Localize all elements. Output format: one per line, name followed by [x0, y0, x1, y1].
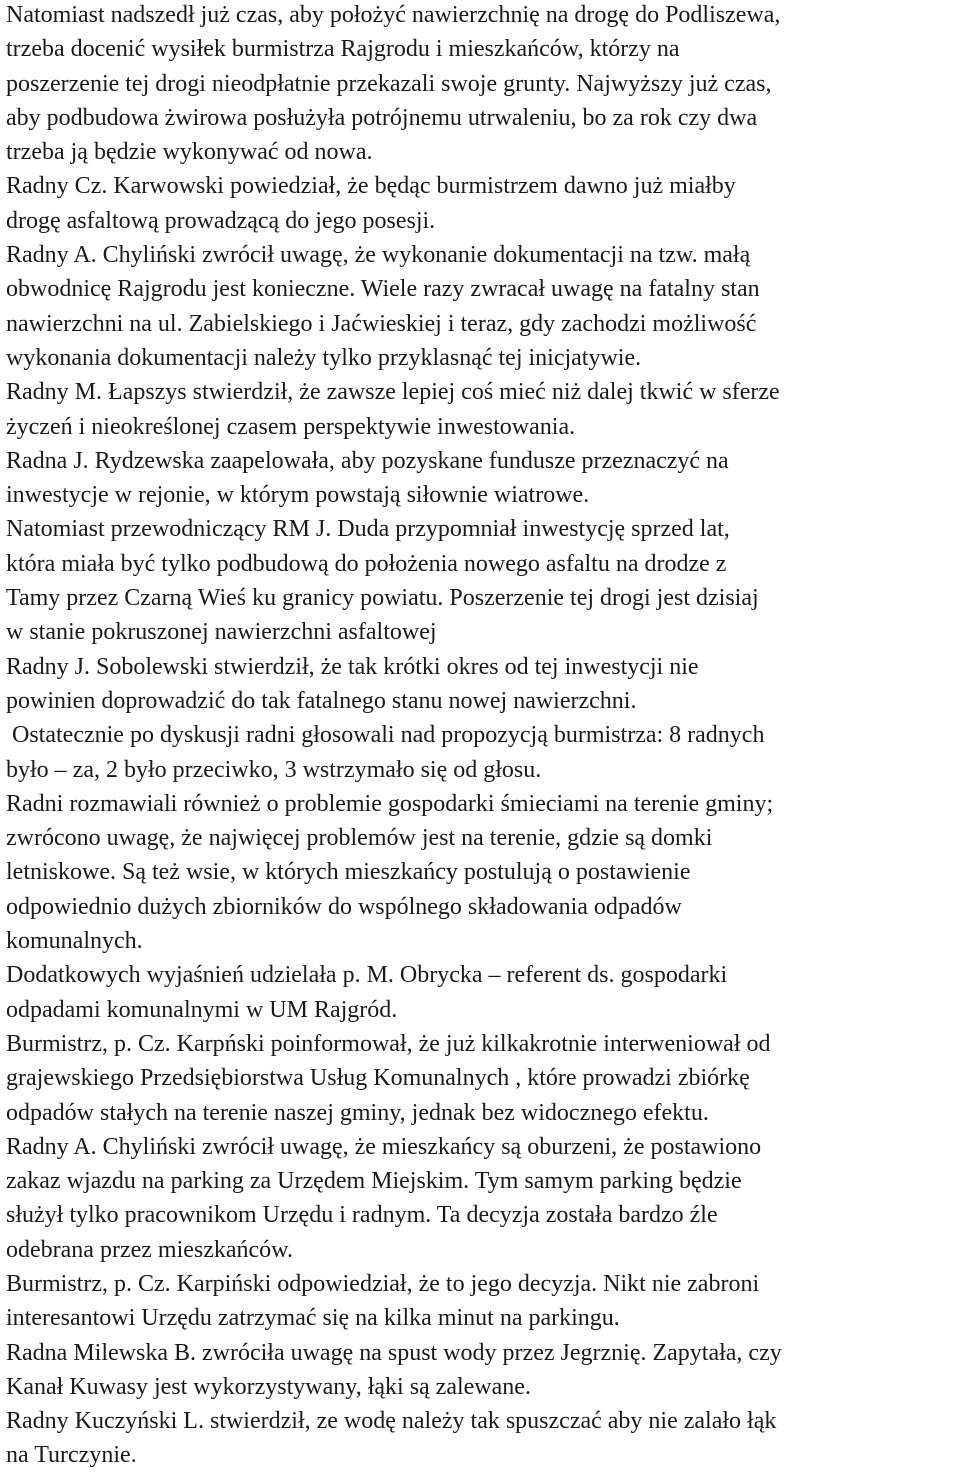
text-line: obwodnicę Rajgrodu jest konieczne. Wiele razy zwracał uwagę na fatalny stan — [6, 276, 760, 303]
document-body — [6, 0, 954, 1473]
text-line: Radna Milewska B. zwróciła uwagę na spust wody przez Jegrznię. Zapytała, czy — [6, 1339, 782, 1366]
text-line: nawierzchni na ul. Zabielskiego i Jaćwieskiej i teraz, gdy zachodzi możliwość — [6, 310, 757, 337]
text-line: wykonania dokumentacji należy tylko przyklasnąć tej inicjatywie. — [6, 344, 642, 371]
text-line: poszerzenie tej drogi nieodpłatnie przekazali swoje grunty. Najwyższy już czas, — [6, 70, 772, 97]
text-line: drogę asfaltową prowadzącą do jego posesji. — [6, 207, 436, 234]
text-line: zakaz wjazdu na parking za Urzędem Miejskim. Tym samym parking będzie — [6, 1168, 742, 1195]
text-line: Radni rozmawiali również o problemie gospodarki śmieciami na terenie gminy; — [6, 790, 774, 817]
text-line: odpowiednio dużych zbiorników do wspólnego składowania odpadów — [6, 893, 682, 920]
text-line: odpadami komunalnymi w UM Rajgród. — [6, 996, 398, 1023]
text-line: zwrócono uwagę, że najwięcej problemów jest na terenie, gdzie są domki — [6, 825, 713, 852]
text-line: w stanie pokruszonej nawierzchni asfaltowej — [6, 619, 437, 646]
text-line: komunalnych. — [6, 928, 143, 955]
text-line: Tamy przez Czarną Wieś ku granicy powiatu. Poszerzenie tej drogi jest dzisiaj — [6, 585, 759, 612]
text-line: Radny A. Chyliński zwrócił uwagę, że wykonanie dokumentacji na tzw. małą — [6, 242, 751, 269]
text-line: odpadów stałych na terenie naszej gminy, jednak bez widocznego efektu. — [6, 1099, 709, 1126]
text-line: Burmistrz, p. Cz. Karpński poinformował, że już kilkakrotnie interweniował od — [6, 1030, 771, 1057]
text-line: Radny Kuczyński L. stwierdził, ze wodę należy tak spuszczać aby nie zalało łąk — [6, 1408, 777, 1435]
text-line: Natomiast przewodniczący RM J. Duda przypomniał inwestycję sprzed lat, — [6, 516, 730, 543]
text-line: Dodatkowych wyjaśnień udzielała p. M. Obrycka – referent ds. gospodarki — [6, 962, 728, 989]
text-line: inwestycje w rejonie, w którym powstają siłownie wiatrowe. — [6, 482, 590, 509]
text-line: trzeba docenić wysiłek burmistrza Rajgrodu i mieszkańców, którzy na — [6, 36, 680, 63]
text-line: na Turczynie. — [6, 1442, 137, 1469]
text-line: Kanał Kuwasy jest wykorzystywany, łąki są zalewane. — [6, 1373, 531, 1400]
text-line: służył tylko pracownikom Urzędu i radnym. Ta decyzja została bardzo źle — [6, 1202, 718, 1229]
text-line: Burmistrz, p. Cz. Karpiński odpowiedział, że to jego decyzja. Nikt nie zabroni — [6, 1270, 760, 1297]
text-line: Natomiast nadszedł już czas, aby położyć nawierzchnię na drogę do Podliszewa, — [6, 2, 781, 28]
text-line: życzeń i nieokreślonej czasem perspektywie inwestowania. — [6, 413, 576, 440]
text-line: Radny M. Łapszys stwierdził, że zawsze lepiej coś mieć niż dalej tkwić w sferze — [6, 379, 780, 406]
text-line: aby podbudowa żwirowa posłużyła potrójnemu utrwaleniu, bo za rok czy dwa — [6, 104, 758, 131]
text-line: letniskowe. Są też wsie, w których mieszkańcy postulują o postawienie — [6, 859, 691, 886]
text-line: powinien doprowadzić do tak fatalnego stanu nowej nawierzchni. — [6, 687, 637, 714]
text-line: Radna J. Rydzewska zaapelowała, aby pozyskane fundusze przeznaczyć na — [6, 447, 729, 474]
text-line: trzeba ją będzie wykonywać od nowa. — [6, 139, 373, 166]
text-line: interesantowi Urzędu zatrzymać się na kilka minut na parkingu. — [6, 1305, 620, 1332]
text-line: Radny Cz. Karwowski powiedział, że będąc burmistrzem dawno już miałby — [6, 173, 736, 200]
text-line: Radny A. Chyliński zwrócił uwagę, że mieszkańcy są oburzeni, że postawiono — [6, 1133, 762, 1160]
text-line: było – za, 2 było przeciwko, 3 wstrzymało się od głosu. — [6, 756, 542, 783]
text-line: która miała być tylko podbudową do położenia nowego asfaltu na drodze z — [6, 550, 727, 577]
text-line: Ostatecznie po dyskusji radni głosowali nad propozycją burmistrza: 8 radnych — [6, 722, 765, 749]
text-line: grajewskiego Przedsiębiorstwa Usług Komunalnych , które prowadzi zbiórkę — [6, 1065, 750, 1092]
text-line: odebrana przez mieszkańców. — [6, 1236, 293, 1263]
text-line: Radny J. Sobolewski stwierdził, że tak krótki okres od tej inwestycji nie — [6, 653, 699, 680]
